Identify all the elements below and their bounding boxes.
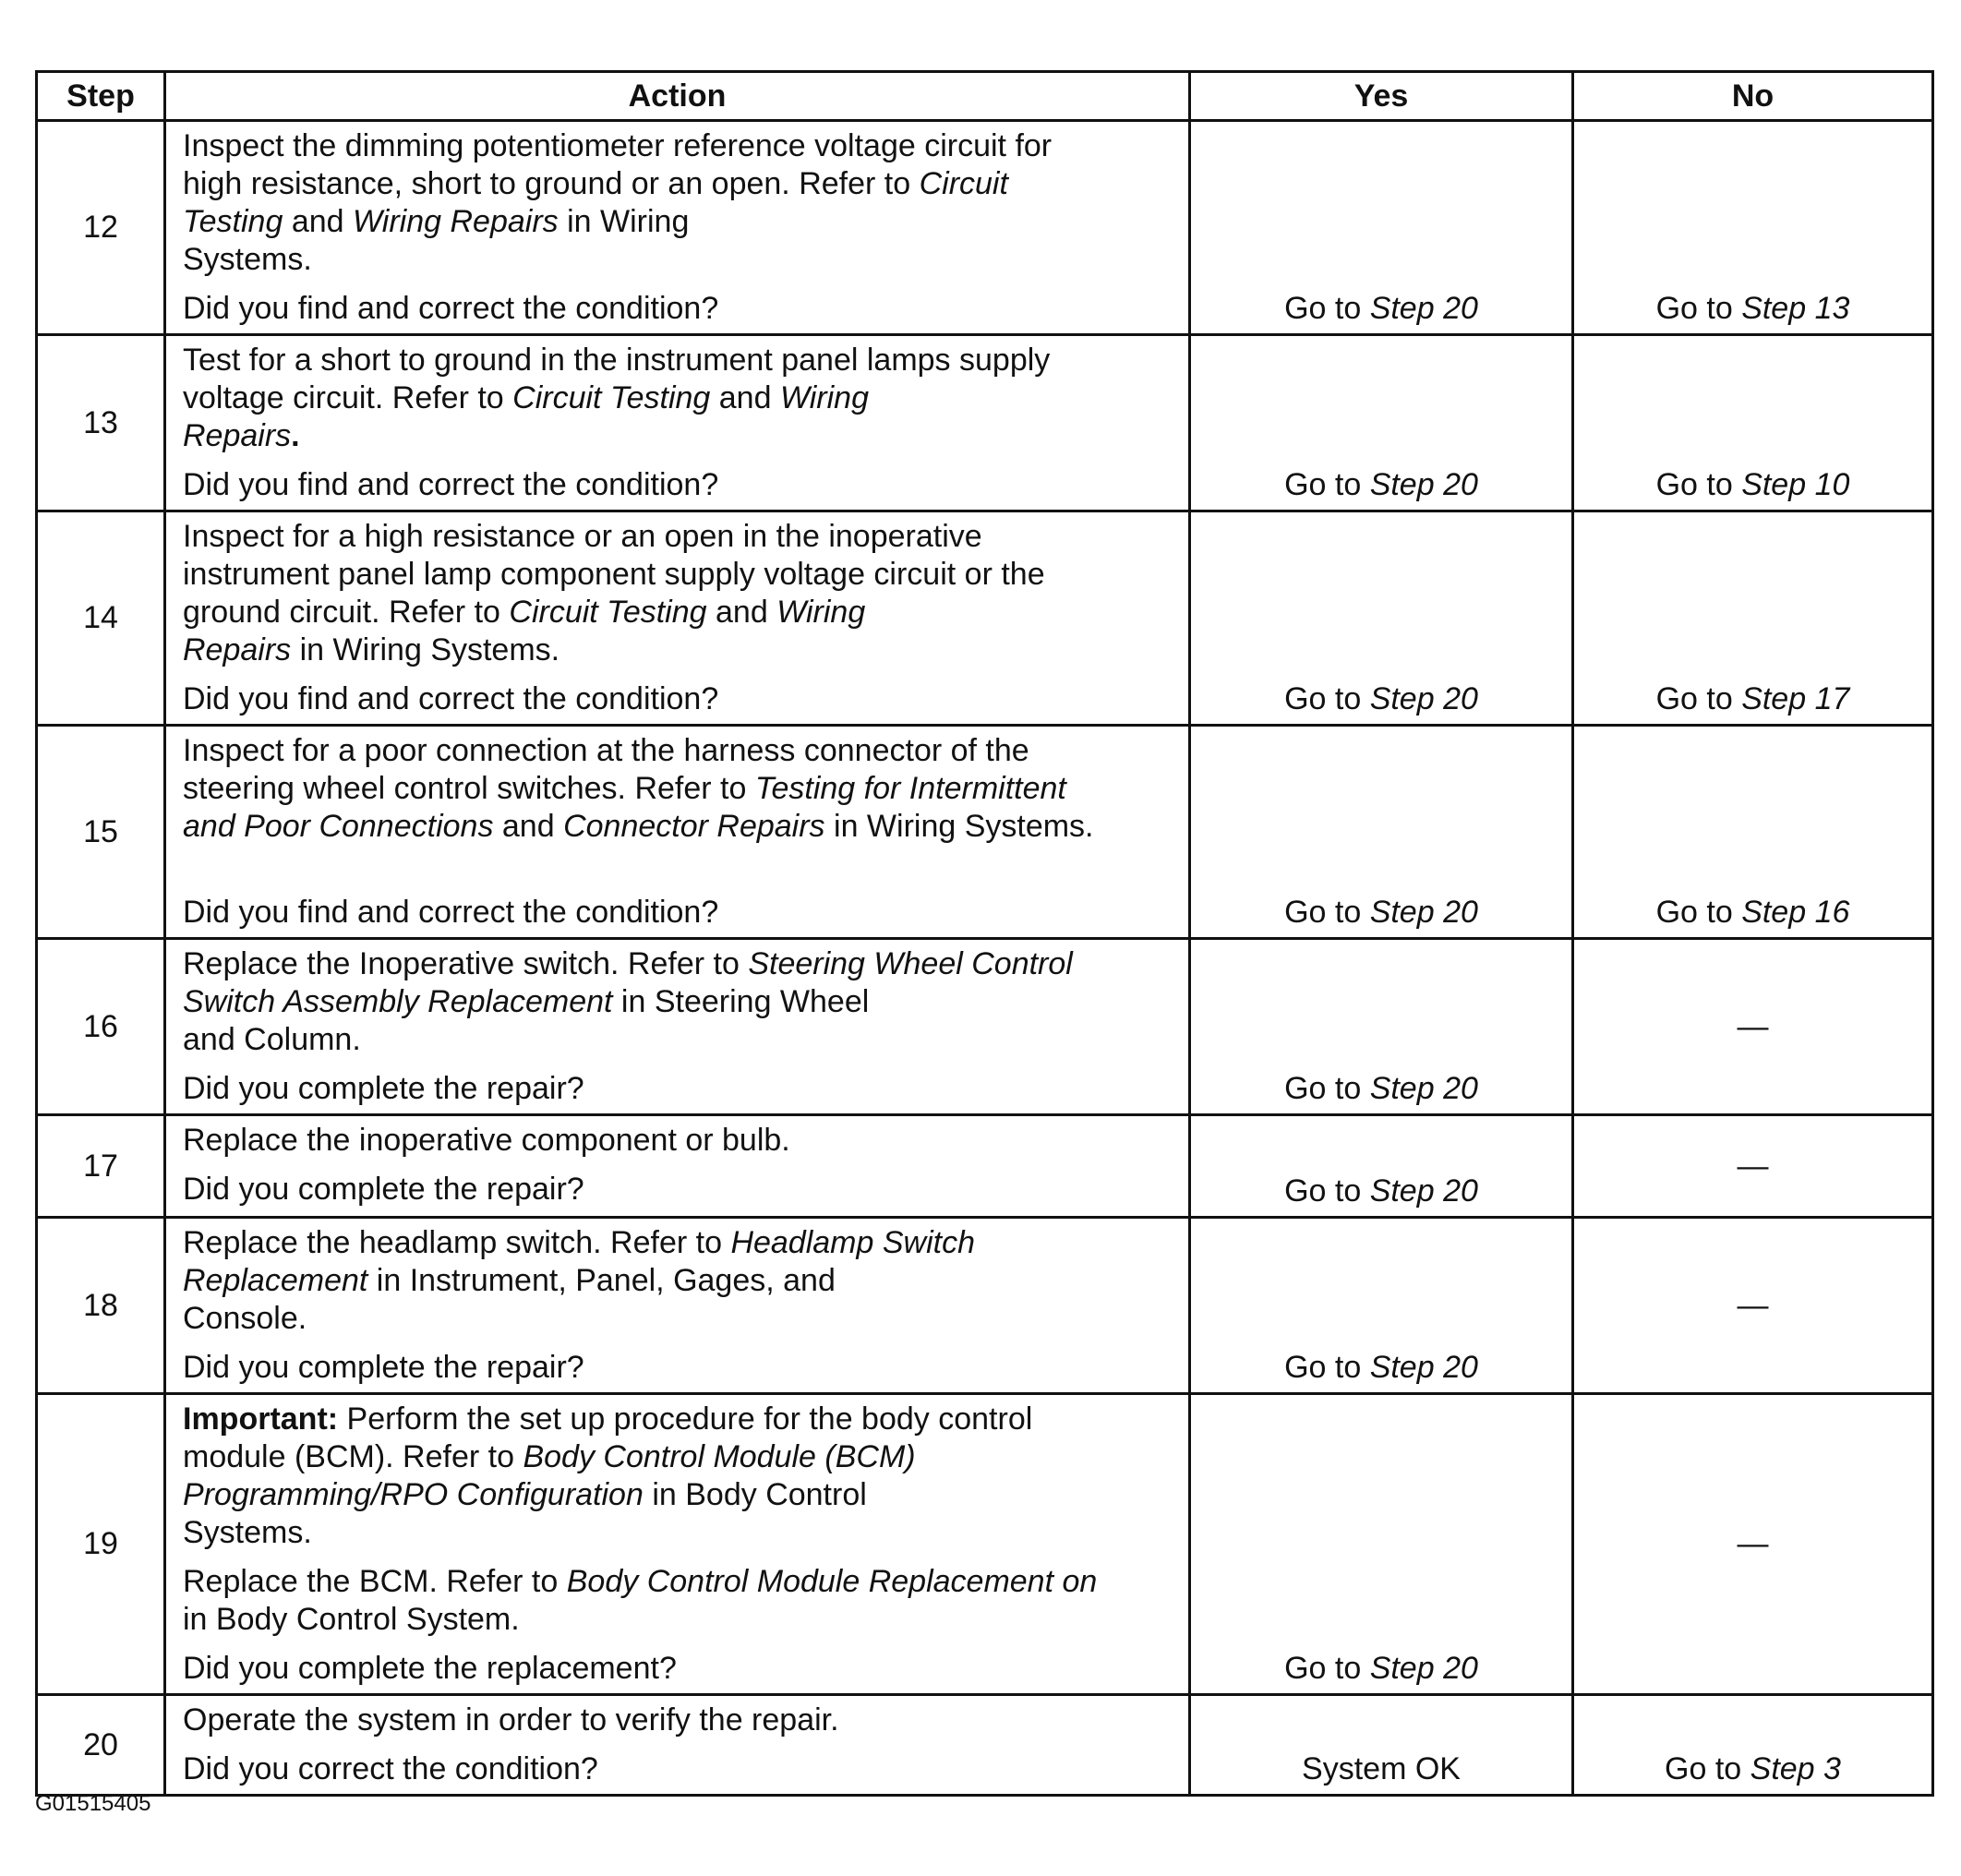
reference-link[interactable]: Headlamp Switch bbox=[730, 1225, 975, 1260]
yes-cell[interactable]: Go to Step 20 bbox=[1190, 726, 1573, 939]
action-cell bbox=[165, 1394, 1190, 1695]
yes-step-link[interactable]: Step 20 bbox=[1369, 681, 1478, 716]
yes-step-link[interactable]: Step 20 bbox=[1369, 1173, 1478, 1209]
action-question: Did you complete the replacement? bbox=[183, 1651, 677, 1686]
action-cell bbox=[165, 1115, 1190, 1218]
step-number: 19 bbox=[37, 1394, 165, 1695]
yes-cell: System OK bbox=[1190, 1695, 1573, 1796]
reference-link[interactable]: Repairs bbox=[183, 632, 292, 667]
reference-link[interactable]: and Poor Connections bbox=[183, 809, 494, 844]
action-cell bbox=[165, 1218, 1190, 1394]
table-row bbox=[37, 511, 1933, 726]
header-action: Action bbox=[165, 72, 1190, 121]
action-text: Inspect the dimming potentiometer reference voltage circuit for high resistance, short to ground or an open. Refer to Circuit Testing and Wiring Repairs in Wiring Systems. bbox=[183, 128, 1053, 277]
step-number: 17 bbox=[37, 1115, 165, 1218]
step-number: 20 bbox=[37, 1695, 165, 1796]
action-cell bbox=[165, 939, 1190, 1115]
no-step-link[interactable]: Step 10 bbox=[1741, 467, 1850, 502]
no-cell[interactable]: Go to Step 13 bbox=[1573, 121, 1933, 335]
action-question: Did you find and correct the condition? bbox=[183, 467, 719, 502]
table-row bbox=[37, 1115, 1933, 1218]
no-step-link[interactable]: Step 17 bbox=[1741, 681, 1850, 716]
header-yes: Yes bbox=[1190, 72, 1573, 121]
action-question: Did you find and correct the condition? bbox=[183, 681, 719, 716]
action-question: Did you correct the condition? bbox=[183, 1751, 598, 1786]
yes-cell[interactable]: Go to Step 20 bbox=[1190, 1394, 1573, 1695]
yes-step-link[interactable]: Step 20 bbox=[1369, 467, 1478, 502]
table-row bbox=[37, 939, 1933, 1115]
header-row bbox=[37, 72, 1933, 121]
table-row bbox=[37, 1394, 1933, 1695]
yes-cell[interactable]: Go to Step 20 bbox=[1190, 1218, 1573, 1394]
no-cell-dash: — bbox=[1573, 1218, 1933, 1394]
reference-link[interactable]: Wiring Repairs bbox=[353, 204, 559, 239]
action-text: Inspect for a poor connection at the harness connector of the steering wheel control switches. Refer to Testing for Intermittent and Poor Connections and Connector Repairs in Wiring Systems. bbox=[183, 733, 1094, 844]
action-text: Replace the Inoperative switch. Refer to Steering Wheel Control Switch Assembly Replacement in Steering Wheel and Column. bbox=[183, 946, 1073, 1057]
reference-link[interactable]: Testing bbox=[183, 204, 283, 239]
step-number: 14 bbox=[37, 511, 165, 726]
header-step: Step bbox=[37, 72, 165, 121]
header-no: No bbox=[1573, 72, 1933, 121]
no-cell-dash: — bbox=[1573, 1394, 1933, 1695]
action-cell bbox=[165, 121, 1190, 335]
reference-link[interactable]: Body Control Module Replacement on bbox=[566, 1564, 1098, 1599]
action-cell bbox=[165, 511, 1190, 726]
yes-cell[interactable]: Go to Step 20 bbox=[1190, 939, 1573, 1115]
yes-step-link[interactable]: Step 20 bbox=[1369, 1350, 1478, 1385]
reference-link[interactable]: Circuit Testing bbox=[509, 595, 707, 630]
table-row bbox=[37, 1695, 1933, 1796]
reference-link[interactable]: Repairs bbox=[183, 418, 292, 453]
action-question: Did you complete the repair? bbox=[183, 1172, 584, 1207]
reference-link[interactable]: Wiring bbox=[776, 595, 866, 630]
important-label: Important: bbox=[183, 1401, 339, 1437]
figure-id: G01515405 bbox=[35, 1791, 151, 1816]
no-cell[interactable]: Go to Step 17 bbox=[1573, 511, 1933, 726]
yes-cell[interactable]: Go to Step 20 bbox=[1190, 1115, 1573, 1218]
action-question: Did you find and correct the condition? bbox=[183, 895, 719, 930]
yes-cell[interactable]: Go to Step 20 bbox=[1190, 511, 1573, 726]
reference-link[interactable]: Programming/RPO Configuration bbox=[183, 1477, 644, 1512]
no-step-link[interactable]: Step 16 bbox=[1741, 895, 1850, 930]
yes-step-link[interactable]: Step 20 bbox=[1369, 1071, 1478, 1106]
action-question: Did you find and correct the condition? bbox=[183, 291, 719, 326]
reference-link[interactable]: Connector Repairs bbox=[563, 809, 825, 844]
diagnostic-table bbox=[35, 70, 1934, 1797]
action-text: Test for a short to ground in the instrument panel lamps supply voltage circuit. Refer to Circuit Testing and Wiring Repairs. bbox=[183, 343, 1051, 453]
reference-link[interactable]: Steering Wheel Control bbox=[748, 946, 1073, 981]
action-cell bbox=[165, 335, 1190, 511]
no-cell-dash: — bbox=[1573, 939, 1933, 1115]
action-text: Operate the system in order to verify the repair. bbox=[183, 1702, 839, 1738]
no-cell[interactable]: Go to Step 3 bbox=[1573, 1695, 1933, 1796]
reference-link[interactable]: Circuit bbox=[919, 166, 1008, 201]
reference-link[interactable]: Switch Assembly Replacement bbox=[183, 984, 613, 1019]
yes-cell[interactable]: Go to Step 20 bbox=[1190, 121, 1573, 335]
action-cell bbox=[165, 1695, 1190, 1796]
reference-link[interactable]: Circuit Testing bbox=[512, 380, 711, 415]
no-step-link[interactable]: Step 3 bbox=[1750, 1751, 1841, 1786]
reference-link[interactable]: Wiring bbox=[779, 380, 869, 415]
yes-cell[interactable]: Go to Step 20 bbox=[1190, 335, 1573, 511]
yes-step-link[interactable]: Step 20 bbox=[1369, 1651, 1478, 1686]
table-row bbox=[37, 121, 1933, 335]
action-text: Important: Perform the set up procedure for the body control module (BCM). Refer to Body Control Module (BCM) Programming/RPO Configuration in Body Control Systems. bbox=[183, 1401, 1033, 1550]
step-number: 12 bbox=[37, 121, 165, 335]
table-row bbox=[37, 1218, 1933, 1394]
yes-step-link[interactable]: Step 20 bbox=[1369, 895, 1478, 930]
no-cell-dash: — bbox=[1573, 1115, 1933, 1218]
action-cell bbox=[165, 726, 1190, 939]
reference-link[interactable]: Body Control Module (BCM) bbox=[523, 1439, 916, 1474]
no-cell[interactable]: Go to Step 16 bbox=[1573, 726, 1933, 939]
table-row bbox=[37, 335, 1933, 511]
action-question: Did you complete the repair? bbox=[183, 1350, 584, 1385]
action-text: Replace the inoperative component or bulb. bbox=[183, 1123, 790, 1158]
step-number: 18 bbox=[37, 1218, 165, 1394]
reference-link[interactable]: Replacement bbox=[183, 1263, 368, 1298]
no-step-link[interactable]: Step 13 bbox=[1741, 291, 1850, 326]
reference-link[interactable]: Testing for Intermittent bbox=[754, 771, 1066, 806]
no-cell[interactable]: Go to Step 10 bbox=[1573, 335, 1933, 511]
step-number: 16 bbox=[37, 939, 165, 1115]
action-text: Replace the headlamp switch. Refer to Headlamp Switch Replacement in Instrument, Panel, Gages, and Console. bbox=[183, 1225, 975, 1336]
table-row bbox=[37, 726, 1933, 939]
action-text: Inspect for a high resistance or an open in the inoperative instrument panel lamp component supply voltage circuit or the ground circuit. Refer to Circuit Testing and Wiring Repairs in Wiring Systems. bbox=[183, 519, 1045, 667]
step-number: 15 bbox=[37, 726, 165, 939]
step-number: 13 bbox=[37, 335, 165, 511]
yes-step-link[interactable]: Step 20 bbox=[1369, 291, 1478, 326]
action-text: Replace the BCM. Refer to Body Control Module Replacement on in Body Control System. bbox=[183, 1564, 1098, 1637]
action-question: Did you complete the repair? bbox=[183, 1071, 584, 1106]
